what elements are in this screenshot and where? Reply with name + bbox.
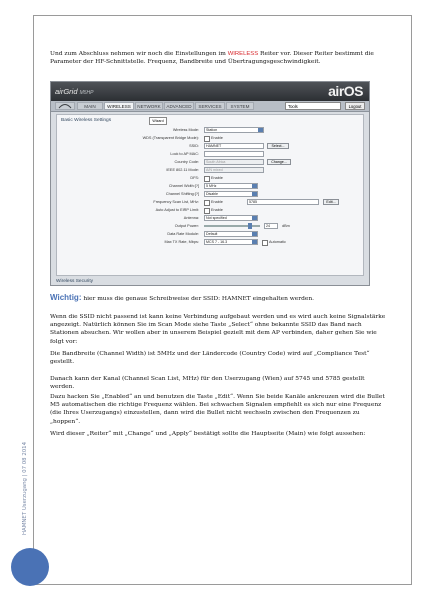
ssid-label: SSID: (189, 144, 199, 148)
wds-label: WDS (Transparent Bridge Mode): (142, 136, 199, 140)
country-change-button[interactable]: Change... (267, 159, 291, 165)
dropdown-arrow-icon (252, 232, 257, 236)
tools-select[interactable]: Tools (285, 102, 341, 110)
data-rate-label: Data Rate Module: (167, 232, 199, 236)
wichtig-text: hier muss die genaue Schreibweise der SSID: HAMNET eingehalten werden. (81, 296, 315, 302)
max-tx-select[interactable]: MCS 7 - 16.3 (204, 239, 258, 245)
paragraph-enabled: Dazu hacken Sie „Enabled“ an und benutzen die Taste „Edit“. Wenn Sie beide Kanäle ankreuzen wird die Bullet M5 automatischen die richtige Frequenz wählen. Bei schwachen Signalen empfiehlt es sich nur eine Frequenz (die Ihres Userzugangs) einzustellen, dann wird die Bullet nicht wechseln zwischen den Frequenzen zu „hoppen“. (50, 394, 385, 425)
row-country (57, 159, 363, 166)
row-wds (57, 135, 363, 142)
antenna-select[interactable]: Not specified (204, 215, 258, 221)
row-max-tx (57, 239, 363, 246)
ssid-select-button[interactable]: Select... (267, 143, 289, 149)
wireless-security-heading: Wireless Security (56, 279, 94, 284)
auto-rate-checkbox[interactable] (262, 240, 268, 246)
tab-services[interactable]: SERVICES (195, 102, 225, 110)
auto-adjust-enable-label: Enable (211, 208, 223, 212)
antenna-tab-icon[interactable] (55, 102, 75, 110)
dfs-label: DFS: (190, 176, 199, 180)
intro-text-pre: Und zum Abschluss nehmen wir noch die Einstellungen im (50, 51, 228, 57)
country-field: South Africa (204, 159, 264, 165)
dfs-enable-label: Enable (211, 176, 223, 180)
output-power-input[interactable]: 24 (264, 223, 278, 229)
auto-adjust-label: Auto Adjust to EIRP Limit: (155, 208, 199, 212)
lock-ap-input[interactable] (204, 151, 264, 157)
row-dfs (57, 175, 363, 182)
ssid-input[interactable]: HAMNET (204, 143, 264, 149)
wichtig-label: Wichtig: (50, 293, 82, 302)
wds-enable-label: Enable (211, 136, 223, 140)
tab-wireless[interactable]: WIRELESS (104, 102, 134, 110)
channel-width-label: Channel Width:[?] (168, 184, 199, 188)
tab-advanced[interactable]: ADVANCED (164, 102, 194, 110)
intro-text-post: Reiter vor. Dieser Reiter bestimmt die Parameter der HF-Schnittstelle. Frequenz, Bandbreite und Übertragungsgeschwindigkeit. (50, 51, 374, 66)
wichtig-note (50, 294, 390, 303)
freq-edit-button[interactable]: Edit... (323, 199, 339, 205)
airos-logo: airOS (328, 83, 363, 99)
row-antenna (57, 215, 363, 222)
dropdown-arrow-icon (252, 240, 257, 244)
basic-wireless-panel (56, 114, 364, 276)
row-output-power (57, 223, 363, 230)
dropdown-arrow-icon (252, 192, 257, 196)
row-wireless-mode (57, 127, 363, 134)
paragraph-bandwidth: Die Bandbreite (Channel Width) ist 5MHz und der Ländercode (Country Code) wird auf „Compliance Test“ gestellt. (50, 351, 370, 366)
paragraph-main: Wird dieser „Reiter“ mit „Change“ und „Apply“ bestätigt sollte die Hauptseite (Main) wie folgt aussehen: (50, 431, 366, 437)
logout-button[interactable]: Logout (345, 102, 365, 110)
intro-paragraph (50, 50, 390, 66)
antenna-label: Antenna: (183, 216, 199, 220)
automatic-label: Automatic (269, 240, 286, 244)
row-ssid (57, 143, 363, 150)
wireless-mode-label: Wireless Mode: (172, 128, 199, 132)
wireless-mode-select[interactable]: Station (204, 127, 264, 133)
dropdown-arrow-icon (252, 184, 257, 188)
wizard-button[interactable]: Wizard (149, 117, 167, 125)
row-lock-ap (57, 151, 363, 158)
tab-network[interactable]: NETWORK (135, 102, 163, 110)
dropdown-arrow-icon (258, 128, 263, 132)
dbm-unit: dBm (282, 224, 290, 228)
row-auto-adjust (57, 207, 363, 214)
channel-shifting-select[interactable]: Disable (204, 191, 258, 197)
airos-topbar (51, 82, 369, 101)
wireless-highlight: WIRELESS (227, 51, 259, 57)
ieee-mode-field: A/N mixed (204, 167, 264, 173)
row-data-rate (57, 231, 363, 238)
ieee-label: IEEE 802.11 Mode: (166, 168, 199, 172)
row-freq-scan (57, 199, 363, 206)
wds-checkbox[interactable] (204, 136, 210, 142)
airgrid-brand: airGrid M5HP (55, 87, 94, 96)
paragraph-ssid: Wenn die SSID nicht passend ist kann keine Verbindung aufgebaut werden und es wird auch keine Signalstärke angezeigt. Natürlich können Sie im Scan Mode siehe Taste „Select“ ohne bekannte SSID das Band nach Stationen absuchen. Wir wollen aber in unserem Beispiel gezielt mit dem AP verbinden, daher gehen Sie wie folgt vor: (50, 314, 386, 345)
country-label: Country Code: (174, 160, 199, 164)
output-power-slider[interactable] (204, 225, 260, 227)
lock-ap-label: Lock to AP MAC: (170, 152, 199, 156)
decorative-circle (11, 548, 49, 586)
row-ieee (57, 167, 363, 174)
channel-shifting-label: Channel Shifting:[?] (165, 192, 199, 196)
airos-screenshot (50, 81, 370, 286)
freq-scan-label: Frequency Scan List, MHz: (153, 200, 199, 204)
airos-tabbar (51, 101, 369, 112)
data-rate-select[interactable]: Default (204, 231, 258, 237)
dropdown-arrow-icon (252, 216, 257, 220)
sidebar-footer-text: HAMNET Userzugang | 07 08 2014 (22, 441, 28, 535)
panel-title: Basic Wireless Settings (61, 118, 112, 123)
freq-scan-enable-label: Enable (211, 200, 223, 204)
channel-width-select[interactable]: 5 MHz (204, 183, 258, 189)
slider-knob[interactable] (248, 223, 252, 229)
freq-scan-checkbox[interactable] (204, 200, 210, 206)
tab-system[interactable]: SYSTEM (226, 102, 254, 110)
output-power-label: Output Power: (174, 224, 199, 228)
freq-scan-input[interactable]: 5785 (247, 199, 319, 205)
auto-adjust-checkbox[interactable] (204, 208, 210, 214)
max-tx-label: Max TX Rate, Mbps: (164, 240, 199, 244)
dfs-checkbox[interactable] (204, 176, 210, 182)
row-channel-width (57, 183, 363, 190)
tab-main[interactable]: MAIN (77, 102, 103, 110)
row-channel-shifting (57, 191, 363, 198)
paragraph-channel: Danach kann der Kanal (Channel Scan List, MHz) für den Userzugang (Wien) auf 5745 und 5785 gestellt werden. (50, 376, 365, 391)
